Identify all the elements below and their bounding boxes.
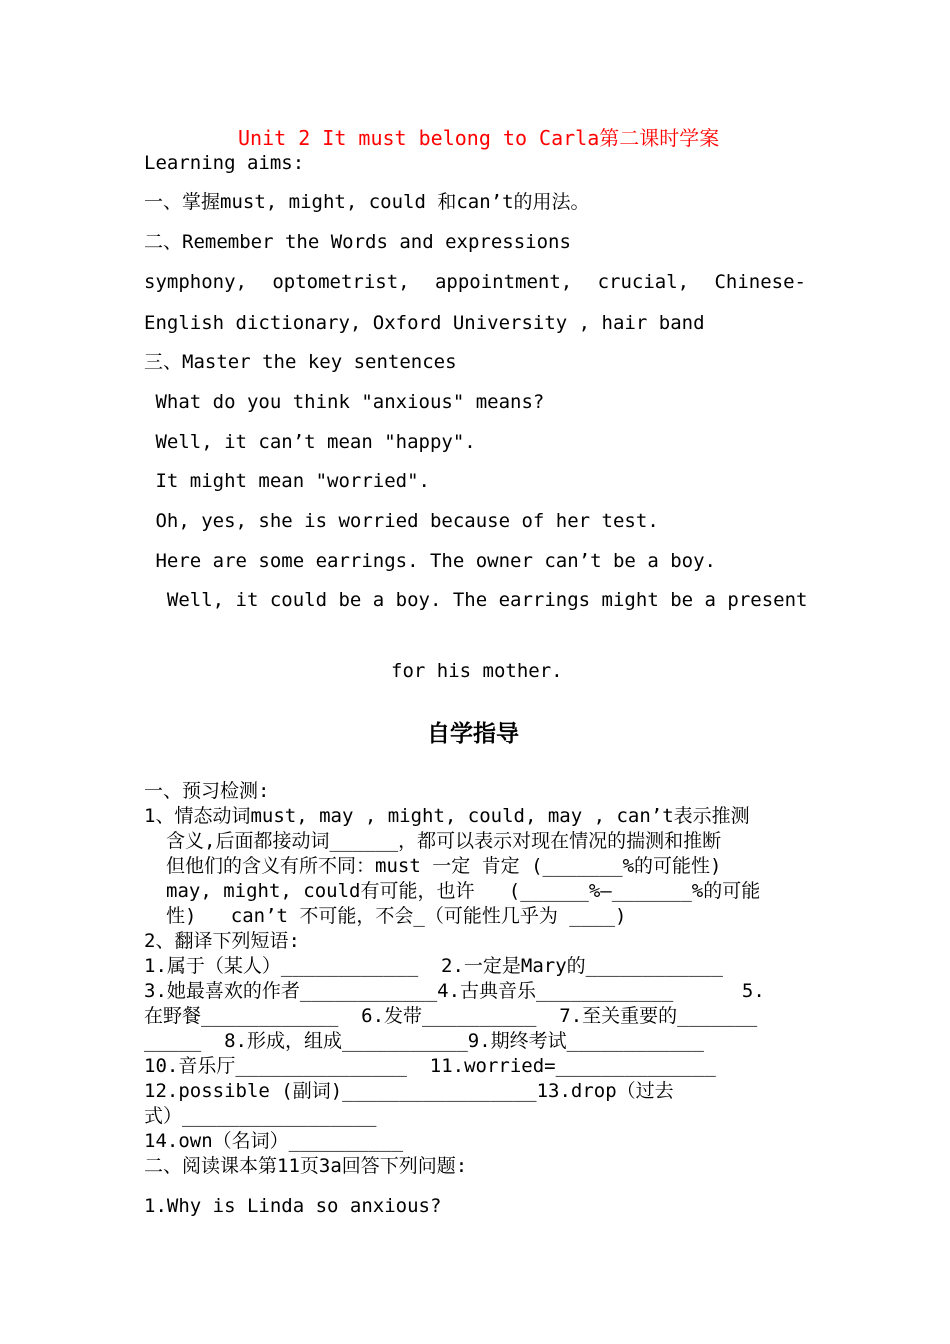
key-sentence-continuation: for his mother. bbox=[391, 660, 563, 682]
aim-3: 三、Master the key sentences bbox=[144, 351, 457, 373]
phrase-line: 1.属于（某人）____________ 2.一定是Mary的____________ bbox=[144, 955, 723, 977]
learning-aims-label: Learning aims: bbox=[144, 152, 305, 174]
part-2-label: 二、阅读课本第11页3a回答下列问题: bbox=[144, 1155, 468, 1177]
vocab-word: appointment, bbox=[434, 271, 573, 293]
question-2-label: 2、翻译下列短语: bbox=[144, 930, 300, 952]
vocab-word: Chinese- bbox=[714, 271, 806, 293]
key-sentence: Here are some earrings. The owner can’t be a boy. bbox=[144, 550, 716, 572]
aim-1: 一、掌握must, might, could 和can’t的用法。 bbox=[144, 191, 590, 213]
phrase-line: 12.possible (副词)_________________13.drop（过去 bbox=[144, 1080, 674, 1102]
vocabulary-line-2: English dictionary, Oxford University , hair band bbox=[144, 312, 705, 334]
section-heading: 自学指导 bbox=[427, 721, 519, 747]
vocab-word: optometrist, bbox=[272, 271, 410, 293]
key-sentence: It might mean "worried". bbox=[144, 470, 430, 492]
phrase-line: 10.音乐厅_______________ 11.worried=______________ bbox=[144, 1055, 716, 1077]
question-1-line: 1、情态动词must, may , might, could, may , can’t表示推测 bbox=[144, 805, 750, 827]
question-1-line: 性) can’t 不可能，不会_（可能性几乎为 ____) bbox=[166, 905, 627, 927]
phrase-line: 14.own（名词）__________ bbox=[144, 1130, 404, 1152]
aim-2: 二、Remember the Words and expressions bbox=[144, 231, 571, 253]
question-1-line: 但他们的含义有所不同：must 一定 肯定 (_______%的可能性) bbox=[166, 855, 722, 877]
question-1-line: may, might, could有可能，也许 (______%—_______%的可能 bbox=[166, 880, 761, 902]
key-sentence: Oh, yes, she is worried because of her test. bbox=[144, 510, 659, 532]
phrase-line: 在野餐____________ 6.发带__________ 7.至关重要的_______ bbox=[144, 1005, 758, 1027]
key-sentence: What do you think "anxious" means? bbox=[144, 391, 545, 413]
key-sentence: Well, it could be a boy. The earrings might be a present bbox=[144, 589, 808, 611]
worksheet-title: Unit 2 It must belong to Carla第二课时学案 bbox=[238, 126, 720, 150]
vocab-word: crucial, bbox=[597, 271, 690, 293]
question-1-line: 含义,后面都接动词______，都可以表示对现在情况的揣测和推断 bbox=[166, 830, 722, 852]
reading-question-1: 1.Why is Linda so anxious? bbox=[144, 1195, 442, 1217]
phrase-line: 3.她最喜欢的作者____________4.古典音乐____________ 5. bbox=[144, 980, 765, 1002]
key-sentence: Well, it can’t mean "happy". bbox=[144, 431, 476, 453]
vocabulary-line-1 bbox=[144, 270, 806, 294]
phrase-line: 式）_________________ bbox=[144, 1105, 377, 1127]
vocab-word: symphony, bbox=[144, 271, 247, 293]
part-1-label: 一、预习检测: bbox=[144, 780, 270, 802]
phrase-line: _____ 8.形成，组成___________9.期终考试____________ bbox=[144, 1030, 704, 1052]
